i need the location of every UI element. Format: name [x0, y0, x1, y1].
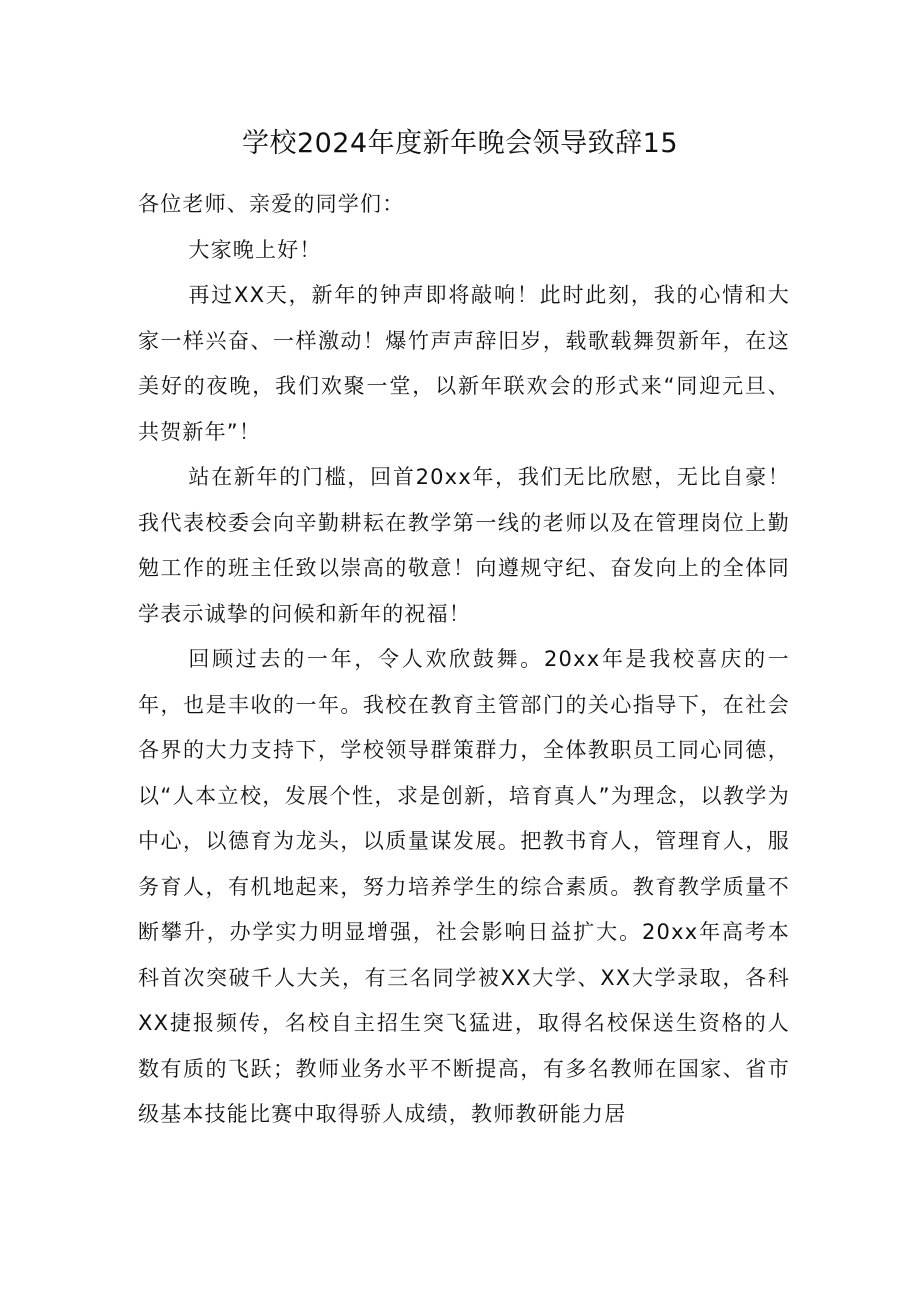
body-paragraph: 回顾过去的一年，令人欢欣鼓舞。20xx年是我校喜庆的一年，也是丰收的一年。我校在教育主管部门的关心指导下，在社会各界的大力支持下，学校领导群策群力，全体教职员工同心同德，以“人本立校，发展个性，求是创新，培育真人”为理念，以教学为中心，以德育为龙头，以质量谋发展。把教书育人，管理育人，服务育人，有机地起来，努力培养学生的综合素质。教育教学质量不断攀升，办学实力明显增强，社会影响日益扩大。20xx年高考本科首次突破千人大关，有三名同学被XX大学、XX大学录取，各科XX捷报频传，名校自主招生突飞猛进，取得名校保送生资格的人数有质的飞跃；教师业务水平不断提高，有多名教师在国家、省市级基本技能比赛中取得骄人成绩，教师教研能力居	[138, 647, 790, 1126]
greeting-paragraph: 大家晚上好！	[188, 237, 322, 262]
body-paragraph: 站在新年的门槛，回首20xx年，我们无比欣慰，无比自豪！我代表校委会向辛勤耕耘在教学第一线的老师以及在管理岗位上勤勉工作的班主任致以崇高的敬意！向遵规守纪、奋发向上的全体同学表示诚挚的问候和新年的祝福！	[138, 465, 790, 626]
body-paragraph: 再过XX天，新年的钟声即将敲响！此时此刻，我的心情和大家一样兴奋、一样激动！爆竹声声辞旧岁，载歌载舞贺新年，在这美好的夜晚，我们欢聚一堂，以新年联欢会的形式来“同迎元旦、共贺新年”！	[138, 283, 790, 444]
document-body	[138, 182, 790, 1138]
document-title: 学校2024年度新年晚会领导致辞15	[241, 128, 679, 159]
salutation-paragraph: 各位老师、亲爱的同学们：	[138, 192, 405, 216]
